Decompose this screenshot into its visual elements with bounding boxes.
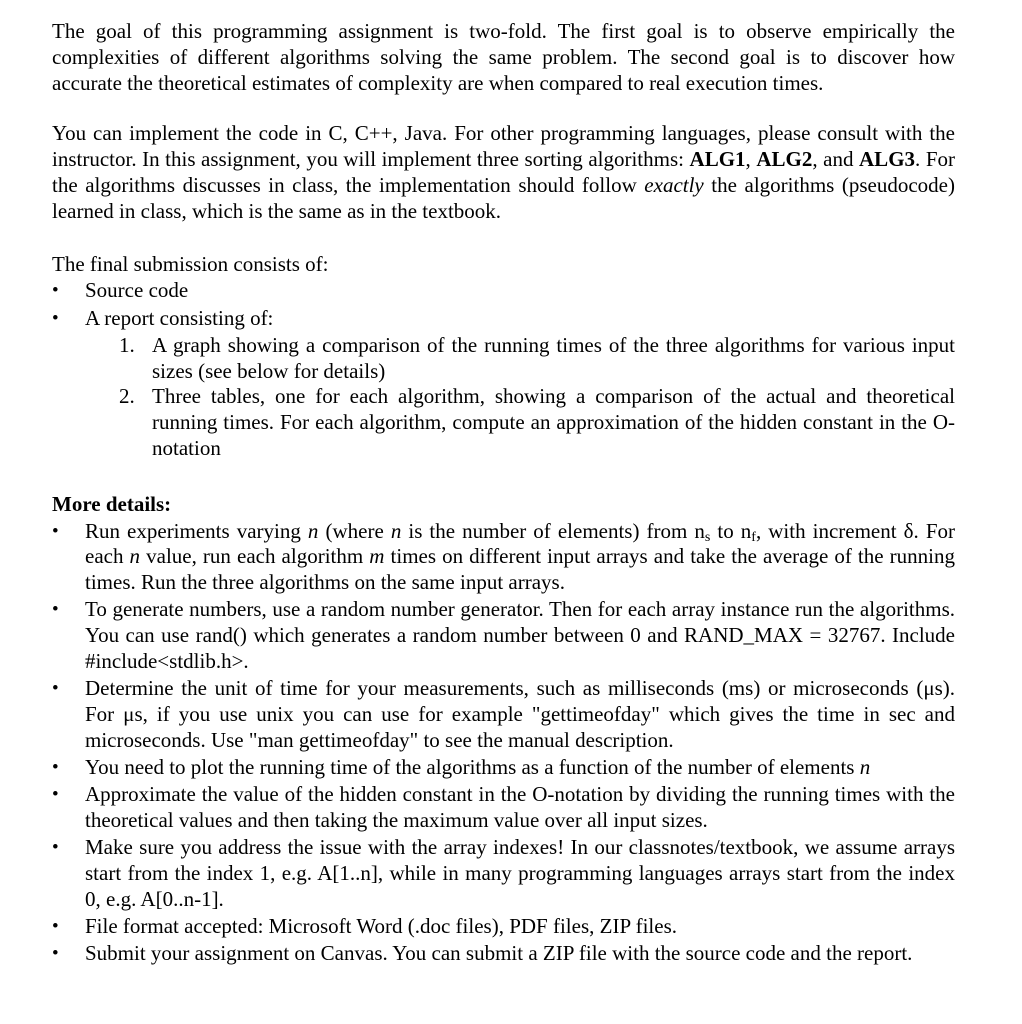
detail-item-time-unit <box>52 676 955 753</box>
alg1-label: ALG1 <box>689 147 746 172</box>
detail-text: (where <box>318 518 391 543</box>
subscript-s: s <box>704 529 711 545</box>
report-item-text: A graph showing a comparison of the running times of the three algorithms for various input sizes (see below for details) <box>152 332 955 383</box>
intro-paragraph-goals: The goal of this programming assignment is two-fold. The first goal is to observe empirically the complexities of different algorithms solving the same problem. The second goal is to discover how accurate the theoretical estimates of complexity are when compared to real execution times. <box>52 19 955 95</box>
subscript-f: f <box>751 529 756 545</box>
detail-item-plot <box>52 755 955 781</box>
implementation-text-3: the algorithms (pseudocode) learned in class, which is the same as in the textbook. <box>52 172 955 223</box>
separator-1: , <box>745 147 757 172</box>
submission-list <box>52 278 955 331</box>
detail-text: Run experiments varying <box>85 518 308 543</box>
details-list <box>52 519 955 967</box>
report-item-text: Three tables, one for each algorithm, showing a comparison of the actual and theoretical running times. For each algorithm, compute an approximation of the hidden constant in the O-notation <box>152 384 955 460</box>
detail-text: Approximate the value of the hidden constant in the O-notation by dividing the running times with the theoretical values and then taking the maximum value over all input sizes. <box>85 782 955 832</box>
detail-text: , with increment δ. For each <box>85 518 955 569</box>
detail-text: Make sure you address the issue with the array indexes! In our classnotes/textbook, we assume arrays start from the index 1, e.g. A[1..n], while in many programming languages arrays start from the index 0, e.g. A[0..n-1]. <box>85 835 955 911</box>
implementation-text-2: . For the algorithms discusses in class, the implementation should follow <box>52 147 955 197</box>
report-item-number: 1. <box>119 332 135 357</box>
implementation-text-1: You can implement the code in C, C++, Java. For other programming languages, please consult with the instructor. In this assignment, you will implement three sorting algorithms: <box>52 121 955 172</box>
more-details-heading: More details: <box>52 491 172 516</box>
detail-item-hidden-constant <box>52 782 955 834</box>
report-item-number: 2. <box>119 384 135 409</box>
submission-section <box>52 252 955 462</box>
variable-n: n <box>129 544 141 569</box>
detail-text: to n <box>710 518 752 543</box>
emphasis-exactly: exactly <box>644 172 704 197</box>
submission-item-source-label: Source code <box>85 278 189 303</box>
detail-item-experiments <box>52 519 955 596</box>
detail-text: is the number of elements) from n <box>401 518 705 543</box>
detail-text: You need to plot the running time of the algorithms as a function of the number of elements <box>85 754 860 779</box>
submission-item-report <box>52 306 955 332</box>
detail-text: File format accepted: Microsoft Word (.doc files), PDF files, ZIP files. <box>85 913 678 938</box>
detail-item-array-indexes <box>52 835 955 912</box>
report-item <box>119 384 955 461</box>
submission-item-report-label: A report consisting of: <box>85 305 274 330</box>
report-item <box>119 333 955 385</box>
variable-n: n <box>390 518 402 543</box>
submission-lead: The final submission consists of: <box>52 251 329 276</box>
assignment-document <box>52 19 955 968</box>
report-items-list <box>52 333 955 462</box>
detail-text: value, run each algorithm <box>140 544 370 569</box>
submission-item-source <box>52 278 955 304</box>
alg2-label: ALG2 <box>756 147 813 172</box>
detail-text: Submit your assignment on Canvas. You can submit a ZIP file with the source code and the report. <box>85 941 913 966</box>
intro-paragraph-implementation <box>52 121 955 224</box>
detail-text: To generate numbers, use a random number generator. Then for each array instance run the algorithms. You can use rand() which generates a random number between 0 and RAND_MAX = 32767. Include #include<stdlib.h>. <box>85 597 955 673</box>
alg3-label: ALG3 <box>859 147 916 172</box>
separator-2: , and <box>812 147 860 172</box>
variable-n: n <box>859 754 871 779</box>
detail-item-random-numbers <box>52 597 955 674</box>
detail-item-submit <box>52 941 955 967</box>
variable-m: m <box>369 544 385 569</box>
detail-text: times on different input arrays and take the average of the running times. Run the three algorithms on the same input arrays. <box>85 544 955 595</box>
variable-n: n <box>307 518 319 543</box>
detail-item-file-format <box>52 914 955 940</box>
detail-text: Determine the unit of time for your measurements, such as milliseconds (ms) or microseconds (μs). For μs, if you use unix you can use for example "gettimeofday" which gives the time in sec and microseconds. Use "man gettimeofday" to see the manual description. <box>85 676 955 752</box>
